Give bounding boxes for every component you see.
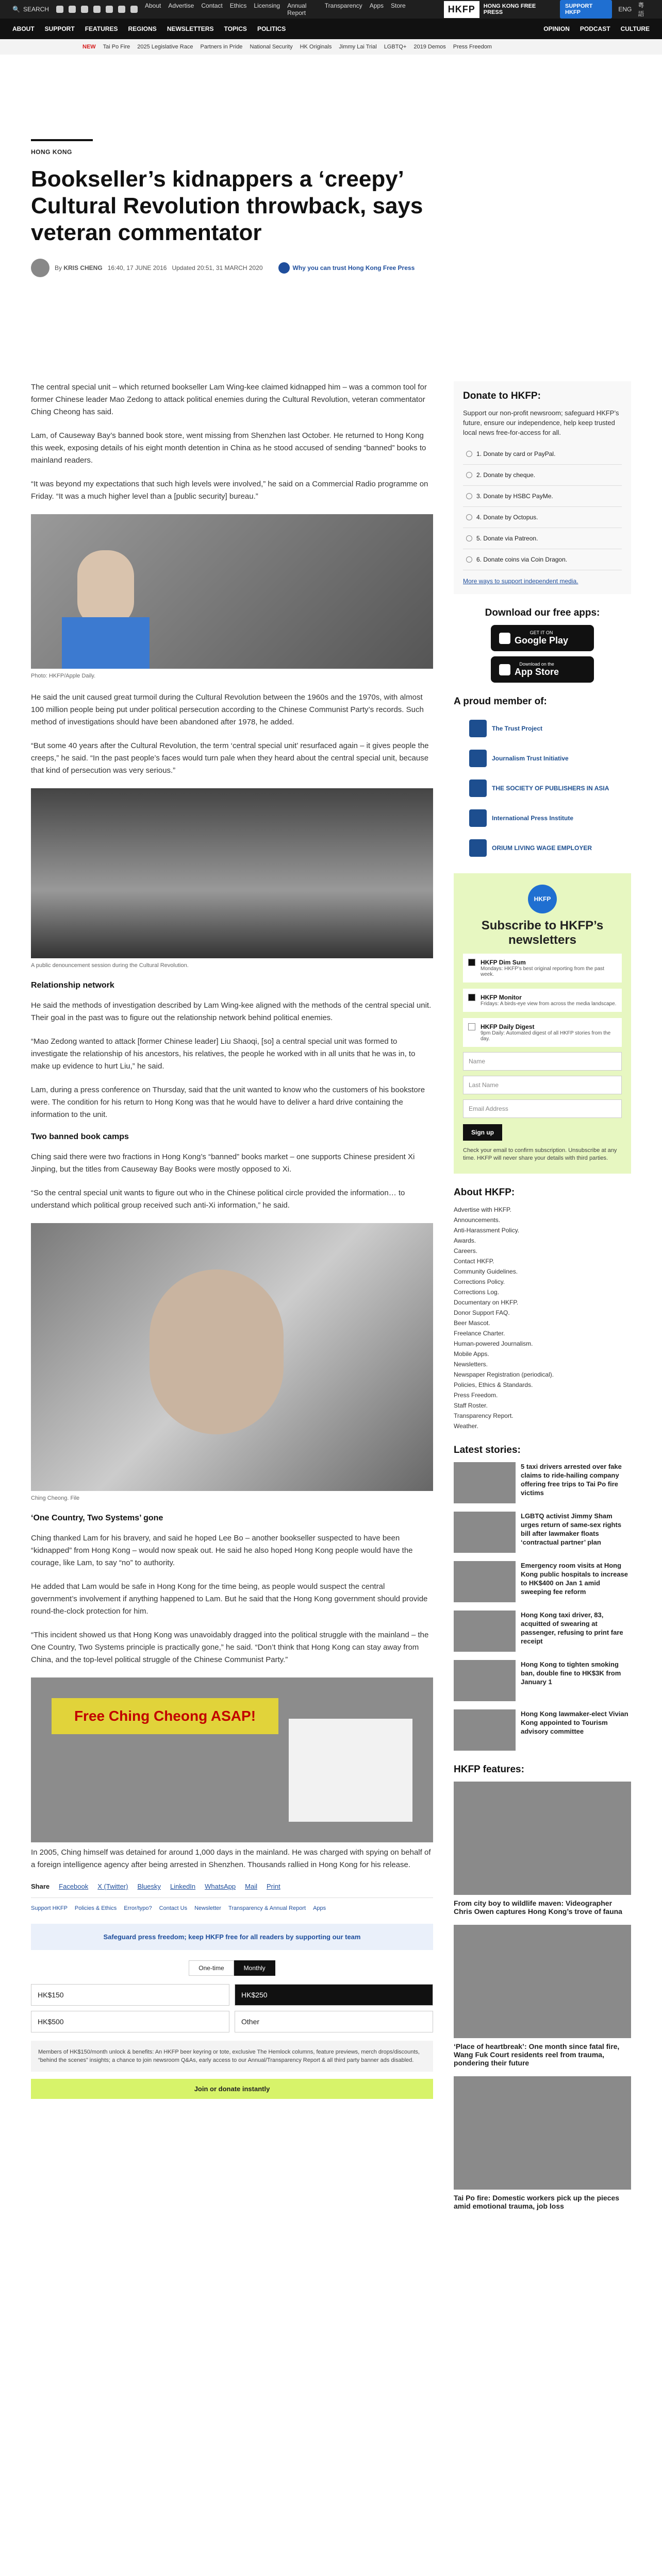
about-link[interactable]: Human-powered Journalism.	[454, 1340, 533, 1347]
option-label: 3. Donate by HSBC PayMe.	[476, 493, 553, 500]
article-footer-links	[31, 1905, 433, 1911]
social-icons	[56, 6, 138, 13]
story-title: Hong Kong to tighten smoking ban, double fine to HK$3K from January 1	[521, 1660, 621, 1686]
about-link[interactable]: Documentary on HKFP.	[454, 1299, 519, 1306]
section-heading: ‘One Country, Two Systems’ gone	[31, 1514, 163, 1522]
story-title: 5 taxi drivers arrested over fake claims to ride-hailing company offering free trips to Tai Po fire victims	[521, 1463, 622, 1497]
cultural-revolution-photo	[31, 788, 433, 958]
nav-item[interactable]: ABOUT	[12, 25, 35, 32]
share-print[interactable]: Print	[266, 1883, 280, 1890]
newsletter-option[interactable]	[463, 954, 622, 982]
protest-banner: Free Ching Cheong ASAP!	[52, 1698, 278, 1734]
partner-logo[interactable]	[454, 773, 631, 803]
trust-project-icon	[469, 720, 487, 737]
paragraph: Lam, of Causeway Bay’s banned book store, went missing from Shenzhen last October. He returned to Hong Kong this week, exposing details of his eight month detention in China as he stood accused of sending “banned” books to mainland readers.	[31, 431, 426, 465]
about-link[interactable]: Beer Mascot.	[454, 1319, 490, 1327]
new-badge: NEW	[82, 44, 96, 50]
join-button[interactable]: Join or donate instantly	[31, 2079, 433, 2099]
feature-title[interactable]: ‘Place of heartbreak’: One month since fatal fire, Wang Fuk Court residents reel from trauma, pondering their future	[454, 2042, 620, 2067]
partner-logo[interactable]	[454, 803, 631, 833]
newsletter-widget	[454, 873, 631, 1174]
last-name-field[interactable]: Last Name	[463, 1076, 622, 1094]
nl-name: HKFP Dim Sum	[481, 959, 526, 966]
footer-link[interactable]: Newsletter	[194, 1905, 222, 1911]
story-title: LGBTQ activist Jimmy Sham urges return of same-sex rights bill after lawmaker floats ‘contractual partner’ plan	[521, 1512, 622, 1546]
nav-item[interactable]: TOPICS	[224, 25, 247, 32]
byline: By KRIS CHENG 16:40, 17 JUNE 2016 Updated 20:51, 31 MARCH 2020 Why you can trust Hong Kong Free Press	[31, 259, 631, 277]
latest-story[interactable]	[454, 1561, 631, 1602]
support-hkfp-button[interactable]: SUPPORT HKFP	[560, 0, 612, 19]
share-facebook[interactable]: Facebook	[59, 1883, 89, 1890]
sidebar	[454, 381, 631, 2219]
name-field[interactable]: Name	[463, 1052, 622, 1071]
ipi-icon	[469, 809, 487, 827]
lam-wing-kee-photo	[31, 514, 433, 669]
option-label: 6. Donate coins via Coin Dragon.	[476, 556, 568, 563]
story-thumb	[454, 1709, 516, 1751]
share-label: Share	[31, 1883, 50, 1890]
apps-title: Download our free apps:	[485, 607, 600, 618]
about-link[interactable]: Transparency Report.	[454, 1412, 514, 1419]
about-link[interactable]: Corrections Policy.	[454, 1278, 505, 1285]
option-label: 4. Donate by Octopus.	[476, 514, 538, 521]
newsletter-title: Subscribe to HKFP’s newsletters	[481, 919, 604, 947]
about-link[interactable]: Donor Support FAQ.	[454, 1309, 510, 1316]
paragraph: In 2005, Ching himself was detained for around 1,000 days in the mainland. He was charged with spying on behalf of a foreign intelligence agency after being arrested in Shenzhen. Thousands rallied in Hong Kong for his release.	[31, 1848, 431, 1869]
donate-text: Support our non-profit newsroom; safeguard HKFP’s future, ensure our independence, help keep trusted local news free-for-access for all.	[463, 409, 619, 436]
donate-option[interactable]	[463, 528, 622, 549]
util-link[interactable]: Apps	[369, 2, 384, 9]
donate-option[interactable]	[463, 507, 622, 528]
author-name[interactable]: KRIS CHENG	[63, 264, 103, 272]
option-label: 2. Donate by cheque.	[476, 471, 536, 479]
features-title: HKFP features:	[454, 1764, 524, 1775]
frequency-toggle	[31, 1960, 433, 1976]
paragraph: He said the unit caused great turmoil during the Cultural Revolution between the 1960s and the 1970s, with almost 100 million people being put under political persecution according to the Chinese Communist Party’s records. Such method of investigations should have been abandoned after 1978, he added.	[31, 693, 424, 726]
section-heading: Relationship network	[31, 981, 114, 990]
feature-image[interactable]	[454, 2076, 631, 2190]
partner-name: THE SOCIETY OF PUBLISHERS IN ASIA	[492, 785, 609, 792]
footer-link[interactable]: Error/typo?	[124, 1905, 152, 1911]
article-title: Bookseller’s kidnappers a ‘creepy’ Cultural Revolution throwback, says veteran commentator	[31, 166, 423, 245]
freq-one-time[interactable]: One-time	[189, 1960, 234, 1976]
latest-title: Latest stories:	[454, 1445, 521, 1455]
donate-option[interactable]	[463, 444, 622, 465]
about-link[interactable]: Staff Roster.	[454, 1402, 488, 1409]
partner-name: The Trust Project	[492, 725, 543, 732]
radio-icon	[466, 556, 472, 563]
portrait-shape	[150, 1269, 284, 1434]
about-link[interactable]: Awards.	[454, 1237, 476, 1244]
nl-name: HKFP Monitor	[481, 994, 522, 1001]
partner-name: Journalism Trust Initiative	[492, 755, 569, 762]
trending-link[interactable]: LGBTQ+	[384, 44, 407, 50]
trending-link[interactable]: 2025 Legislative Race	[137, 44, 193, 50]
support-title[interactable]: Safeguard press freedom; keep HKFP free for all readers by supporting our team	[103, 1933, 361, 1941]
footer-link[interactable]: Contact Us	[159, 1905, 188, 1911]
bus-shape	[289, 1719, 412, 1822]
partner-name: International Press Institute	[492, 815, 574, 822]
paragraph: The central special unit – which returned bookseller Lam Wing-kee claimed kidnapped him – was a common tool for former Chinese leader Mao Zedong to attack political enemies during the Cultural Revolution, veteran commentator Ching Cheong has said.	[31, 383, 427, 416]
footer-link[interactable]: Transparency & Annual Report	[228, 1905, 306, 1911]
util-link[interactable]: Store	[391, 2, 406, 9]
lang-cantonese[interactable]: 粵語	[638, 2, 644, 18]
nl-name: HKFP Daily Digest	[481, 1023, 535, 1030]
app-store-button[interactable]	[491, 656, 594, 683]
site-logo[interactable]	[444, 1, 553, 18]
about-link[interactable]: Weather.	[454, 1422, 478, 1430]
latest-story[interactable]	[454, 1611, 631, 1652]
protest-banner-photo	[31, 1677, 433, 1842]
threads-icon[interactable]	[93, 6, 101, 13]
newsletter-note: Check your email to confirm subscription. Unsubscribe at any time. HKFP will never share your details with third parties.	[463, 1147, 617, 1161]
footer-link[interactable]: Apps	[313, 1905, 326, 1911]
trending-link[interactable]: Partners in Pride	[200, 44, 243, 50]
newsletter-option[interactable]	[463, 989, 622, 1012]
signup-button[interactable]: Sign up	[463, 1124, 502, 1141]
option-label: 1. Donate by card or PayPal.	[476, 450, 556, 457]
latest-story[interactable]	[454, 1462, 631, 1503]
paragraph: Ching thanked Lam for his bravery, and said he hoped Lee Bo – another bookseller suspected to have been “kidnapped” from Hong Kong – would now speak out. He said he also hoped Hong Kong people would have the courage, like Lam, to say “no” to authority.	[31, 1534, 413, 1567]
lang-eng[interactable]: ENG	[618, 6, 632, 13]
util-link[interactable]: Annual Report	[287, 2, 307, 16]
share-linkedin[interactable]: LinkedIn	[170, 1883, 196, 1890]
photo-caption: Photo: HKFP/Apple Daily.	[31, 673, 96, 679]
feature-title[interactable]: From city boy to wildlife maven: Videographer Chris Owen captures Hong Kong’s trove of fauna	[454, 1899, 622, 1916]
gp-label: Google Play	[515, 635, 569, 646]
apple-icon	[499, 664, 510, 675]
photo-caption: Ching Cheong. File	[31, 1495, 80, 1501]
about-link[interactable]: Corrections Log.	[454, 1289, 500, 1296]
nav-item[interactable]: NEWSLETTERS	[167, 25, 214, 32]
nav-item[interactable]: PODCAST	[580, 25, 610, 32]
apps-widget	[454, 607, 631, 683]
share-bar	[31, 1883, 433, 1898]
story-title: Emergency room visits at Hong Kong public hospitals to increase to HK$400 on Jan 1 amid sweeping fee reform	[521, 1562, 628, 1596]
story-thumb	[454, 1660, 516, 1701]
sopa-icon	[469, 779, 487, 797]
trending-link[interactable]: Press Freedom	[453, 44, 492, 50]
about-link[interactable]: Anti-Harassment Policy.	[454, 1227, 520, 1234]
share-bluesky[interactable]: Bluesky	[137, 1883, 161, 1890]
freq-monthly[interactable]: Monthly	[234, 1960, 275, 1976]
partner-logo[interactable]	[454, 714, 631, 743]
radio-icon	[466, 514, 472, 520]
story-thumb	[454, 1462, 516, 1503]
util-link[interactable]: Advertise	[168, 2, 194, 9]
article-body	[31, 381, 433, 2099]
search-button[interactable]: 🔍 SEARCH	[12, 6, 49, 13]
trust-link[interactable]	[278, 262, 415, 274]
nav-item[interactable]: CULTURE	[620, 25, 650, 32]
paragraph: Lam, during a press conference on Thursday, said that the unit wanted to know who the customers of his bookstore were. The condition for his return to Hong Kong was that he would have to deliver a hard drive containing the information to the unit.	[31, 1086, 425, 1119]
features-widget	[454, 1764, 631, 2210]
paragraph: “This incident showed us that Hong Kong was unavoidably dragged into the political struggle with the mainland – the One Country, Two Systems principle is practically gone,” he said. “Don’t think that Hong Kong can stay away from China, and the top-level political struggle of the Chinese Communist Party.”	[31, 1631, 429, 1664]
feature-image[interactable]	[454, 1782, 631, 1895]
donate-title: Donate to HKFP:	[463, 391, 541, 401]
footer-link[interactable]: Support HKFP	[31, 1905, 68, 1911]
facebook-icon[interactable]	[56, 6, 63, 13]
about-link[interactable]: Contact HKFP.	[454, 1258, 494, 1265]
publish-date: 16:40, 17 JUNE 2016	[107, 264, 167, 272]
as-label: App Store	[515, 667, 559, 677]
support-banner	[31, 1924, 433, 1950]
trending-link[interactable]: Tai Po Fire	[103, 44, 130, 50]
portrait-shape	[77, 550, 134, 628]
donate-widget	[454, 381, 631, 594]
about-link[interactable]: Mobile Apps.	[454, 1350, 489, 1358]
content-wrapper	[31, 72, 631, 2210]
photo-caption: A public denouncement session during the Cultural Revolution.	[31, 962, 189, 969]
google-play-button[interactable]	[491, 625, 594, 651]
ching-cheong-photo	[31, 1223, 433, 1491]
util-link[interactable]: Contact	[201, 2, 223, 9]
nav-item[interactable]: SUPPORT	[44, 25, 75, 32]
section-heading: Two banned book camps	[31, 1132, 129, 1141]
nav-item[interactable]: POLITICS	[257, 25, 286, 32]
feature-image[interactable]	[454, 1925, 631, 2038]
about-link[interactable]: Newspaper Registration (periodical).	[454, 1371, 554, 1378]
partner-logo[interactable]	[454, 833, 631, 863]
radio-icon	[466, 493, 472, 499]
gp-small: GET IT ON	[529, 630, 553, 635]
feature-title[interactable]: Tai Po fire: Domestic workers pick up the pieces amid emotional trauma, job loss	[454, 2194, 620, 2210]
share-whatsapp[interactable]: WhatsApp	[205, 1883, 236, 1890]
youtube-icon[interactable]	[106, 6, 113, 13]
paragraph: Ching said there were two fractions in Hong Kong’s “banned” books market – one supports Chinese president Xi Jinping, but the titles from Causeway Bay Books were mostly opposed to Xi.	[31, 1153, 415, 1174]
share-x[interactable]: X (Twitter)	[97, 1883, 128, 1890]
trending-link[interactable]: HK Originals	[300, 44, 332, 50]
updated-date: Updated 20:51, 31 MARCH 2020	[172, 264, 263, 272]
story-thumb	[454, 1561, 516, 1602]
partner-logo[interactable]	[454, 743, 631, 773]
trending-link[interactable]: Jimmy Lai Trial	[339, 44, 377, 50]
as-small: Download on the	[519, 662, 554, 667]
amount-options	[31, 1984, 433, 2032]
search-label: SEARCH	[23, 6, 49, 13]
about-link[interactable]: Community Guidelines.	[454, 1268, 518, 1275]
email-field[interactable]: Email Address	[463, 1099, 622, 1118]
amount-option[interactable]: HK$250	[235, 1984, 433, 2006]
trending-link[interactable]: 2019 Demos	[413, 44, 446, 50]
latest-widget	[454, 1445, 631, 1751]
nav-item[interactable]: REGIONS	[128, 25, 157, 32]
about-link[interactable]: Advertise with HKFP.	[454, 1206, 511, 1213]
donate-option[interactable]	[463, 486, 622, 507]
story-title: Hong Kong lawmaker-elect Vivian Kong appointed to Tourism advisory committee	[521, 1710, 628, 1735]
logo-box: HKFP	[444, 1, 479, 18]
about-link[interactable]: Freelance Charter.	[454, 1330, 505, 1337]
amount-option[interactable]: HK$500	[31, 2011, 229, 2032]
about-link[interactable]: Announcements.	[454, 1216, 501, 1224]
util-link[interactable]: Licensing	[254, 2, 280, 9]
checkbox[interactable]	[468, 994, 475, 1001]
partners-title: A proud member of:	[454, 696, 547, 707]
more-ways-link[interactable]: More ways to support independent media.	[463, 578, 578, 585]
main-nav	[0, 19, 662, 39]
trust-label: Why you can trust Hong Kong Free Press	[292, 264, 415, 272]
paragraph: “Mao Zedong wanted to attack [former Chinese leader] Liu Shaoqi, [so] a central special unit was formed to investigate the relationship of his ancestors, his relatives, the people he worked with in all units that he was in, to make up evidence to hurt Liu,” he said.	[31, 1037, 416, 1071]
latest-story[interactable]	[454, 1709, 631, 1751]
google-play-icon	[499, 633, 510, 644]
about-title: About HKFP:	[454, 1187, 515, 1198]
nav-item[interactable]: OPINION	[543, 25, 570, 32]
portrait-body	[62, 617, 150, 669]
radio-icon	[466, 472, 472, 478]
about-link[interactable]: Press Freedom.	[454, 1392, 498, 1399]
living-wage-icon	[469, 839, 487, 857]
share-mail[interactable]: Mail	[245, 1883, 257, 1890]
author-avatar	[31, 259, 49, 277]
paragraph: “But some 40 years after the Cultural Revolution, the term ‘central special unit’ resurfaced again – it gives people the creeps,” he said. “In the past people’s faces would turn pale when they heard about the central special unit, because that kind of persecution was very serious.”	[31, 741, 429, 775]
option-label: 5. Donate via Patreon.	[476, 535, 538, 542]
partner-name: ORIUM LIVING WAGE EMPLOYER	[492, 844, 592, 852]
latest-story[interactable]	[454, 1660, 631, 1701]
paragraph: “It was beyond my expectations that such high levels were involved,” he said on a Commercial Radio programme on Friday. “It was a much higher level than a [public security] bureau.”	[31, 480, 428, 501]
util-link[interactable]: Ethics	[229, 2, 247, 9]
top-bar	[0, 0, 662, 19]
util-link[interactable]: About	[144, 2, 161, 9]
telegram-icon[interactable]	[118, 6, 125, 13]
paragraph: He added that Lam would be safe in Hong Kong for the time being, as people would suspect the central government’s involvement if anything happened to Lam. But he said that the Hong Kong government should provide round-the-clock protection for him.	[31, 1582, 428, 1616]
amount-option[interactable]: HK$150	[31, 1984, 229, 2006]
about-widget	[454, 1187, 631, 1431]
util-link[interactable]: Transparency	[324, 2, 362, 9]
nl-desc: 9pm Daily: Automated digest of all HKFP stories from the day.	[481, 1030, 611, 1042]
trending-bar	[0, 39, 662, 55]
footer-link[interactable]: Policies & Ethics	[74, 1905, 117, 1911]
checkbox[interactable]	[468, 1023, 475, 1030]
checkbox[interactable]	[468, 959, 475, 966]
about-link[interactable]: Careers.	[454, 1247, 478, 1255]
donate-option[interactable]	[463, 465, 622, 486]
rss-icon[interactable]	[130, 6, 138, 13]
paragraph: He said the methods of investigation described by Lam Wing-kee aligned with the methods of the central special unit. Their goal in the past was to figure out the relationship network behind political enemies.	[31, 1001, 432, 1022]
story-thumb	[454, 1512, 516, 1553]
nl-desc: Mondays: HKFP’s best original reporting from the past week.	[481, 966, 604, 977]
amount-option[interactable]: Other	[235, 2011, 433, 2032]
member-benefits: Members of HK$150/month unlock & benefits: An HKFP beer keyring or tote, exclusive The Hemlock columns, feature previews, merch drops/discounts, “behind the scenes” insights; a chance to join newsroom Q&As, early access to our Annual/Transparency Report & all third party banner ads disabled.	[31, 2041, 433, 2072]
about-list	[454, 1205, 631, 1431]
about-link[interactable]: Policies, Ethics & Standards.	[454, 1381, 533, 1388]
story-title: Hong Kong taxi driver, 83, acquitted of swearing at passenger, refusing to print fare receipt	[521, 1611, 623, 1645]
category-label[interactable]: HONG KONG	[31, 148, 72, 156]
nav-item[interactable]: FEATURES	[85, 25, 118, 32]
story-thumb	[454, 1611, 516, 1652]
donate-option[interactable]	[463, 549, 622, 570]
partners-widget	[454, 696, 631, 863]
instagram-icon[interactable]	[81, 6, 88, 13]
newsletter-option[interactable]	[463, 1018, 622, 1047]
about-link[interactable]: Newsletters.	[454, 1361, 488, 1368]
radio-icon	[466, 535, 472, 541]
radio-icon	[466, 451, 472, 457]
nl-desc: Fridays: A birds-eye view from across the media landscape.	[481, 1001, 617, 1007]
hkfp-logo: HKFP	[528, 885, 557, 913]
header-rule	[31, 139, 93, 141]
jti-icon	[469, 750, 487, 767]
latest-story[interactable]	[454, 1512, 631, 1553]
trust-icon	[278, 262, 290, 274]
logo-name: HONG KONG FREE PRESS	[483, 3, 536, 15]
paragraph: “So the central special unit wants to figure out who in the Chinese political circle provided the information… to understand which political group received such anti-Xi information,” he said.	[31, 1189, 405, 1210]
trending-link[interactable]: National Security	[250, 44, 293, 50]
x-icon[interactable]	[69, 6, 76, 13]
